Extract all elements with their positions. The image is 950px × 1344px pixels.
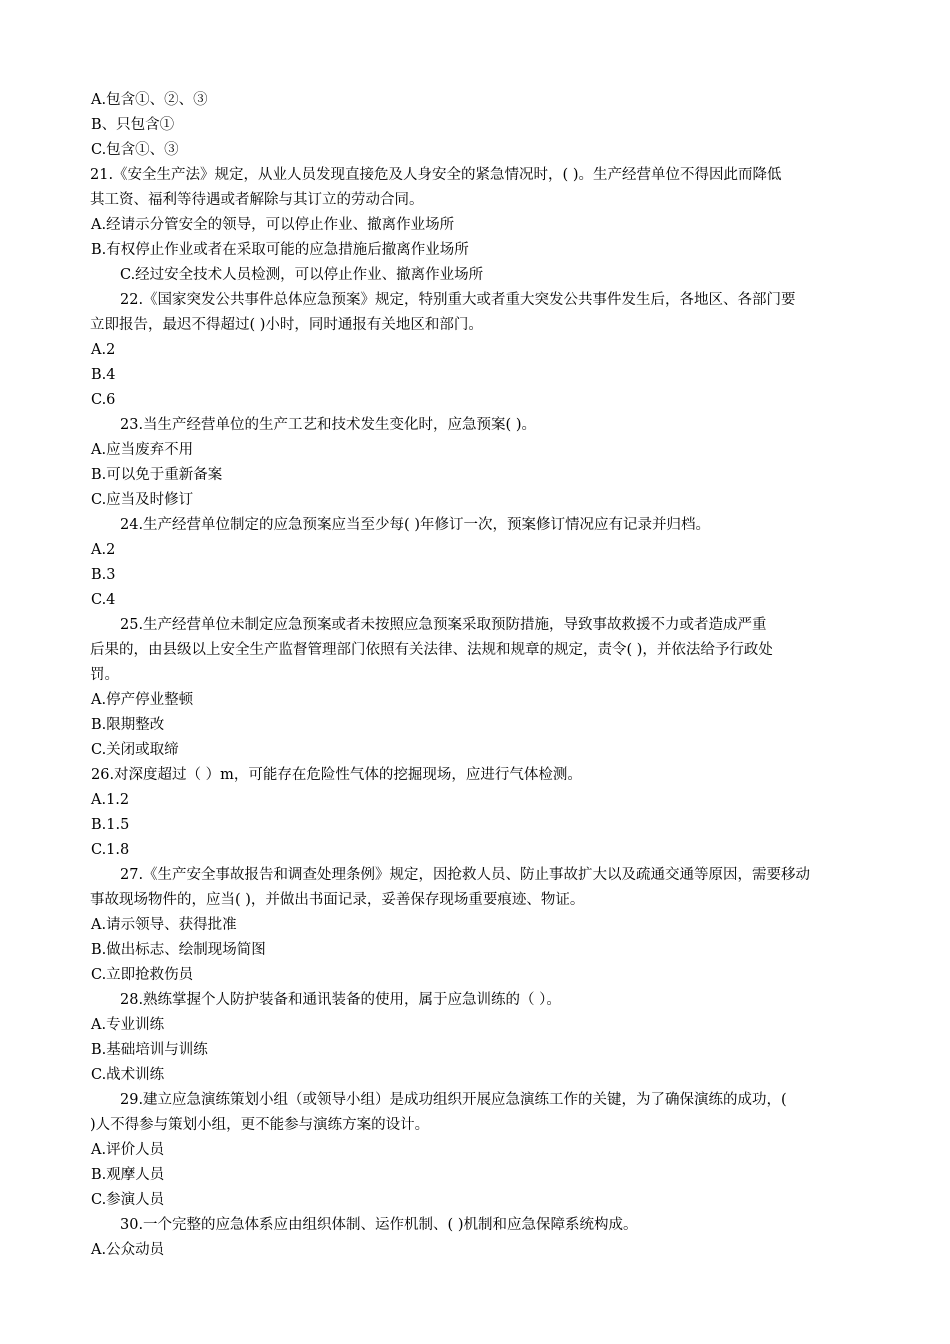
text-line: A.2 [91,342,116,358]
text-line: A.经请示分管安全的领导，可以停止作业、撤离作业场所 [91,217,455,233]
text-line: C.1.8 [91,842,130,858]
text-line: 21.《安全生产法》规定，从业人员发现直接危及人身安全的紧急情况时，( )。生产经营单位不得因此而降低 [90,167,782,183]
text-line: C.战术训练 [91,1067,165,1083]
text-line: B.1.5 [91,817,130,833]
text-line: B.可以免于重新备案 [91,467,223,483]
text-line: B.做出标志、绘制现场简图 [91,942,266,958]
text-line: A.应当废弃不用 [91,442,194,458]
text-line: 25.生产经营单位未制定应急预案或者未按照应急预案采取预防措施，导致事故救援不力或者造成严重 [120,617,767,633]
text-line: 其工资、福利等待遇或者解除与其订立的劳动合同。 [90,192,424,208]
text-line: 29.建立应急演练策划小组（或领导小组）是成功组织开展应急演练工作的关键，为了确保演练的成功，( [120,1092,787,1108]
text-line: B、只包含① [91,117,175,133]
text-line: C.经过安全技术人员检测，可以停止作业、撤离作业场所 [120,267,484,283]
text-line: A.评价人员 [91,1142,165,1158]
text-line: 罚。 [90,667,119,683]
text-line: A.请示领导、获得批准 [91,917,237,933]
text-line: A.专业训练 [91,1017,165,1033]
text-line: A.2 [91,542,116,558]
text-line: C.4 [91,592,116,608]
text-line: B.观摩人员 [91,1167,165,1183]
text-line: C.关闭或取缔 [91,742,179,758]
text-line: A.包含①、②、③ [91,92,208,108]
text-line: 24.生产经营单位制定的应急预案应当至少每( )年修订一次，预案修订情况应有记录并归档。 [120,517,710,533]
text-line: B.基础培训与训练 [91,1042,208,1058]
text-line: A.公众动员 [91,1242,165,1258]
text-line: B.限期整改 [91,717,165,733]
text-line: 23.当生产经营单位的生产工艺和技术发生变化时，应急预案( )。 [120,417,536,433]
text-line: A.1.2 [91,792,130,808]
text-line: 27.《生产安全事故报告和调查处理条例》规定，因抢救人员、防止事故扩大以及疏通交通等原因，需要移动 [120,867,811,883]
text-line: 22.《国家突发公共事件总体应急预案》规定，特别重大或者重大突发公共事件发生后，各地区、各部门要 [120,292,796,308]
text-line: C.应当及时修订 [91,492,194,508]
text-line: 事故现场物件的，应当( )，并做出书面记录，妥善保存现场重要痕迹、物证。 [90,892,585,908]
text-line: B.3 [91,567,116,583]
text-line: 30.一个完整的应急体系应由组织体制、运作机制、( )机制和应急保障系统构成。 [120,1217,638,1233]
text-line: C.6 [91,392,116,408]
text-line: B.有权停止作业或者在采取可能的应急措施后撤离作业场所 [91,242,469,258]
text-line: C.参演人员 [91,1192,165,1208]
text-line: A.停产停业整顿 [91,692,194,708]
text-line: 后果的，由县级以上安全生产监督管理部门依照有关法律、法规和规章的规定，责令( )，并依法给予行政处 [90,642,773,658]
text-line: 28.熟练掌握个人防护装备和通讯装备的使用，属于应急训练的（ ）。 [120,992,561,1008]
text-line: 26.对深度超过（ ）m，可能存在危险性气体的挖掘现场，应进行气体检测。 [91,767,582,783]
text-line: C.包含①、③ [91,142,179,158]
text-line: )人不得参与策划小组，更不能参与演练方案的设计。 [90,1117,430,1133]
text-line: 立即报告，最迟不得超过( )小时，同时通报有关地区和部门。 [90,317,483,333]
text-line: B.4 [91,367,116,383]
text-line: C.立即抢救伤员 [91,967,194,983]
